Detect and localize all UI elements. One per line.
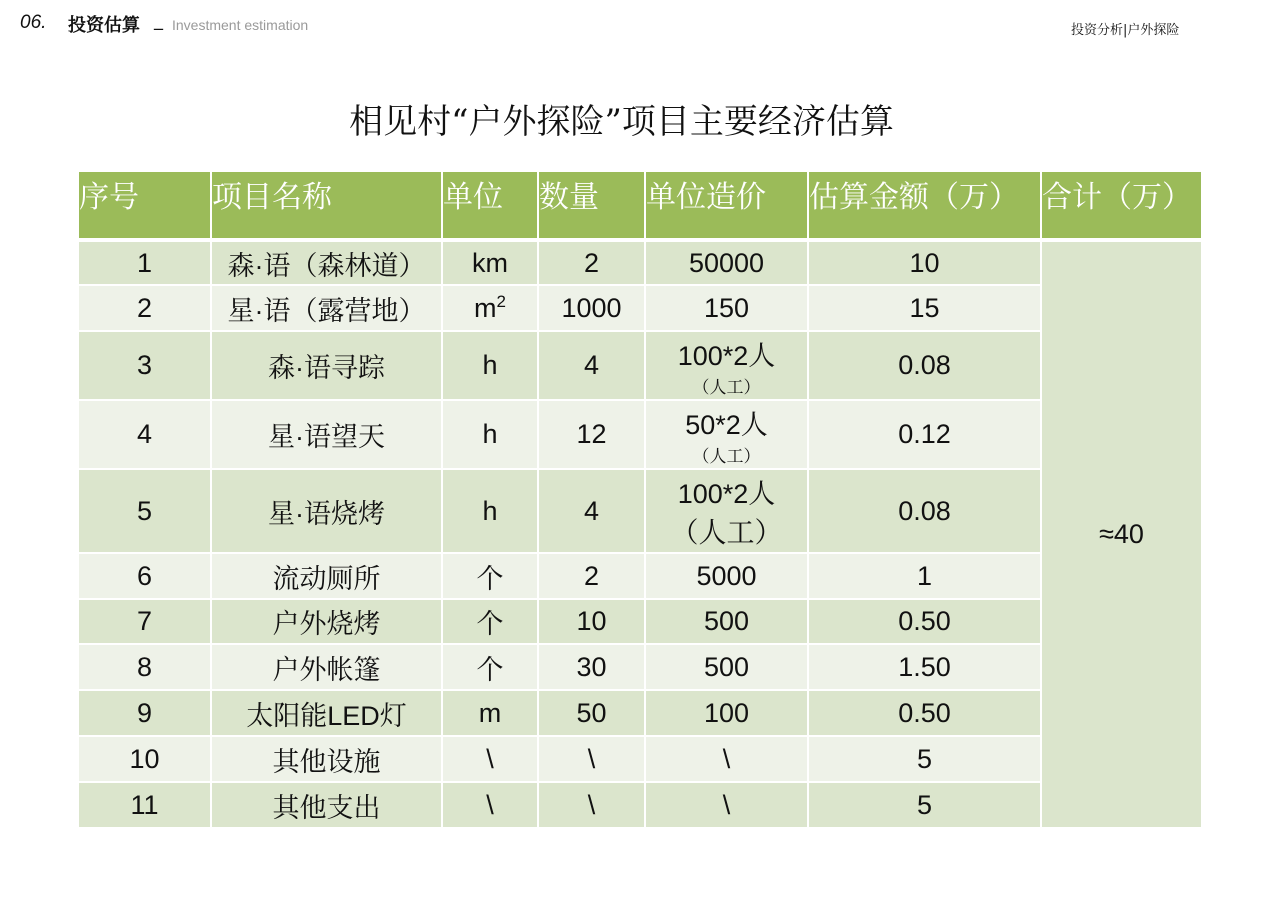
cell-unit-price: \: [645, 782, 808, 827]
price-note: （人工）: [692, 446, 761, 466]
table-row: [79, 690, 1201, 736]
cell-quantity: 1000: [538, 285, 645, 331]
header-cell-total: 合计（万）: [1041, 172, 1201, 240]
page-title: 相见村“户外探险”项目主要经济估算: [349, 102, 894, 142]
cell-unit: h: [442, 469, 538, 553]
cell-unit: 个: [442, 599, 538, 644]
cell-no: 3: [79, 331, 211, 400]
table-header-row: [79, 172, 1201, 240]
price-note: （人工）: [692, 377, 761, 397]
cell-amount: 0.50: [808, 599, 1041, 644]
cell-unit-price: [645, 400, 808, 469]
estimation-table: [79, 172, 1201, 827]
price-note: （人工）: [670, 516, 783, 548]
cell-quantity: 30: [538, 644, 645, 690]
cell-quantity: 12: [538, 400, 645, 469]
cell-unit-price: 5000: [645, 553, 808, 599]
cell-quantity: \: [538, 782, 645, 827]
cell-unit: [442, 285, 538, 331]
cell-unit-price: [645, 469, 808, 553]
table-row: [79, 736, 1201, 782]
table-row: [79, 782, 1201, 827]
table-row: [79, 469, 1201, 553]
cell-name: 其他支出: [211, 782, 442, 827]
cell-quantity: 4: [538, 469, 645, 553]
cell-amount: 5: [808, 782, 1041, 827]
cell-amount: 0.50: [808, 690, 1041, 736]
price-value: 50*2人: [685, 409, 768, 440]
cell-unit-price: 150: [645, 285, 808, 331]
cell-name: 户外帐篷: [211, 644, 442, 690]
cell-unit: \: [442, 782, 538, 827]
cell-total: ≈40: [1041, 240, 1201, 827]
section-subtitle: Investment estimation: [172, 17, 309, 33]
table-row: [79, 644, 1201, 690]
cell-quantity: 4: [538, 331, 645, 400]
cell-no: 10: [79, 736, 211, 782]
cell-amount: 0.12: [808, 400, 1041, 469]
cell-amount: 1: [808, 553, 1041, 599]
header-cell-no: 序号: [79, 172, 211, 240]
cell-no: 7: [79, 599, 211, 644]
header-cell-unit-price: 单位造价: [645, 172, 808, 240]
header-cell-name: 项目名称: [211, 172, 442, 240]
cell-unit: h: [442, 331, 538, 400]
cell-name: 星·语（露营地）: [211, 285, 442, 331]
cell-amount: 1.50: [808, 644, 1041, 690]
cell-quantity: 2: [538, 553, 645, 599]
table-row: [79, 599, 1201, 644]
cell-name: 流动厕所: [211, 553, 442, 599]
cell-quantity: 10: [538, 599, 645, 644]
cell-no: 8: [79, 644, 211, 690]
section-separator: _: [154, 10, 163, 31]
header-right-label: 投资分析|户外探险: [1071, 23, 1180, 38]
cell-unit-price: 500: [645, 644, 808, 690]
table-row: [79, 553, 1201, 599]
cell-unit-price: \: [645, 736, 808, 782]
cell-name: 森·语（森林道）: [211, 240, 442, 285]
cell-quantity: 2: [538, 240, 645, 285]
cell-name: 其他设施: [211, 736, 442, 782]
header-cell-unit: 单位: [442, 172, 538, 240]
cell-no: 1: [79, 240, 211, 285]
cell-unit-price: 500: [645, 599, 808, 644]
cell-quantity: \: [538, 736, 645, 782]
cell-unit: h: [442, 400, 538, 469]
cell-unit-price: 50000: [645, 240, 808, 285]
cell-no: 4: [79, 400, 211, 469]
section-title: 投资估算: [68, 15, 140, 36]
table-row: [79, 240, 1201, 285]
section-number: 06.: [20, 12, 47, 33]
cell-no: 6: [79, 553, 211, 599]
price-value: 100*2人: [677, 340, 776, 371]
cell-no: 5: [79, 469, 211, 553]
table-row: [79, 331, 1201, 400]
cell-unit-price: [645, 331, 808, 400]
cell-unit: 个: [442, 553, 538, 599]
cell-unit: 个: [442, 644, 538, 690]
cell-amount: 15: [808, 285, 1041, 331]
cell-name: 太阳能LED灯: [211, 690, 442, 736]
cell-name: 森·语寻踪: [211, 331, 442, 400]
cell-no: 9: [79, 690, 211, 736]
cell-unit-price: 100: [645, 690, 808, 736]
cell-amount: 0.08: [808, 469, 1041, 553]
cell-amount: 10: [808, 240, 1041, 285]
header-cell-amount: 估算金额（万）: [808, 172, 1041, 240]
header-cell-quantity: 数量: [538, 172, 645, 240]
unit-text: m: [474, 292, 497, 323]
cell-name: 星·语望天: [211, 400, 442, 469]
cell-unit: km: [442, 240, 538, 285]
cell-name: 户外烧烤: [211, 599, 442, 644]
cell-unit: m: [442, 690, 538, 736]
cell-unit: \: [442, 736, 538, 782]
table-row: [79, 285, 1201, 331]
cell-name: 星·语烧烤: [211, 469, 442, 553]
cell-no: 11: [79, 782, 211, 827]
unit-superscript: 2: [496, 291, 506, 311]
cell-no: 2: [79, 285, 211, 331]
cell-amount: 5: [808, 736, 1041, 782]
price-value: 100*2人: [677, 478, 776, 509]
cell-quantity: 50: [538, 690, 645, 736]
table-row: [79, 400, 1201, 469]
cell-amount: 0.08: [808, 331, 1041, 400]
